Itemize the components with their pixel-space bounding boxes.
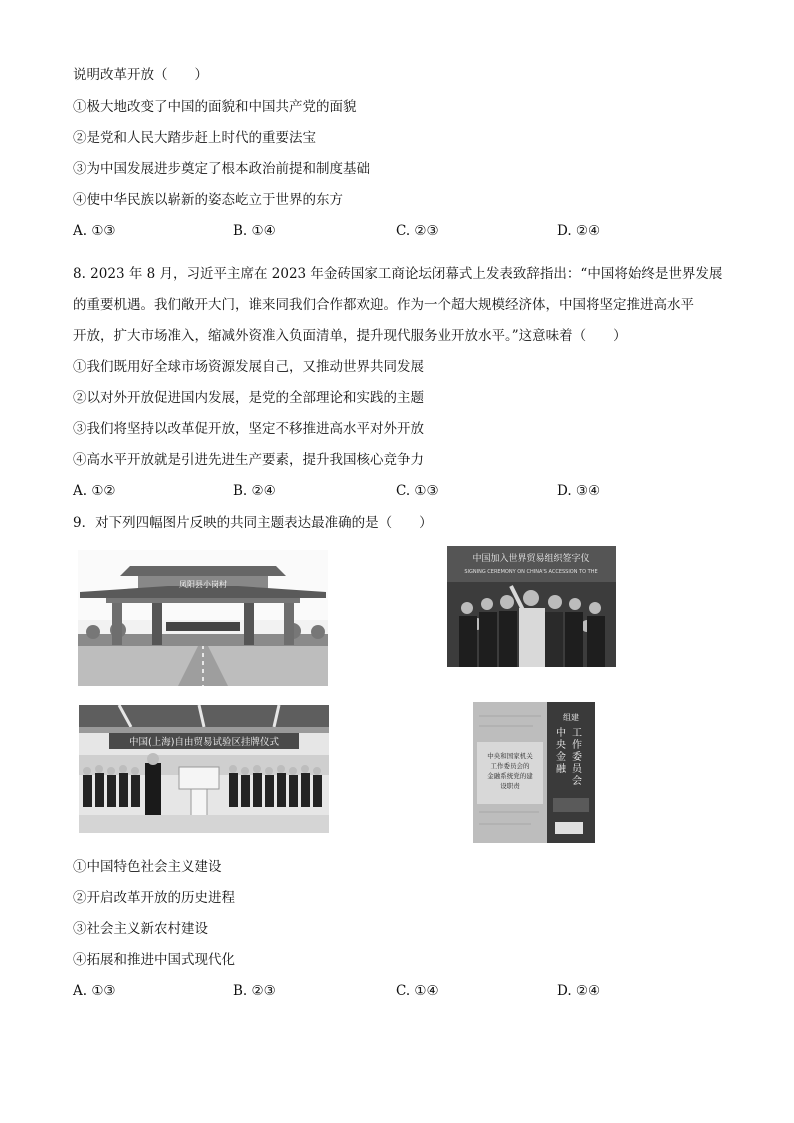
book-side-title-h: 金 <box>556 752 566 763</box>
q8-stem-line-1: 8. 2023 年 8 月，习近平主席在 2023 年金砖国家工商论坛闭幕式上发表致辞指出：“中国将始终是世界发展 <box>73 266 723 282</box>
q7-item-3: ③为中国发展进步奠定了根本政治前提和制度基础 <box>73 161 370 177</box>
q7-option-c: C. ②③ <box>396 223 439 239</box>
ftz-banner: 中国(上海)自由贸易试验区挂牌仪式 <box>129 737 279 748</box>
book-side-top: 组建 <box>563 713 579 722</box>
q9-option-d: D. ②④ <box>557 983 601 999</box>
wto-banner-title: 中国加入世界贸易组织签字仪 <box>472 554 590 564</box>
book-side-title-a: 工 <box>572 728 582 739</box>
q8-option-c: C. ①③ <box>396 483 439 499</box>
book-side-title-c: 委 <box>572 752 582 763</box>
ftz-ceremony-photo <box>79 705 329 833</box>
q8-option-b: B. ②④ <box>233 483 276 499</box>
village-gate-photo <box>78 550 328 686</box>
q8-stem-line-2: 的重要机遇。我们敞开大门，谁来同我们合作都欢迎。作为一个超大规模经济体，中国将坚定推进高水平 <box>73 297 694 313</box>
book-side-title-f: 中 <box>556 728 566 739</box>
q9-item-2: ②开启改革开放的历史进程 <box>73 890 235 906</box>
q8-option-d: D. ③④ <box>557 483 601 499</box>
q8-item-3: ③我们将坚持以改革促开放，坚定不移推进高水平对外开放 <box>73 421 424 437</box>
q9-item-4: ④拓展和推进中国式现代化 <box>73 952 235 968</box>
book-side-title-e: 会 <box>572 776 582 787</box>
q8-option-a: A. ①② <box>73 483 116 499</box>
q9-item-1: ①中国特色社会主义建设 <box>73 859 222 875</box>
q9-option-a: A. ①③ <box>73 983 116 999</box>
wto-signing-photo <box>447 546 616 667</box>
village-gate-sign: 凤阳县小岗村 <box>179 580 227 589</box>
book-side-title-i: 融 <box>556 764 566 775</box>
book-side-title-b: 作 <box>572 740 582 751</box>
book-cover-photo <box>473 702 595 843</box>
q7-item-1: ①极大地改变了中国的面貌和中国共产党的面貌 <box>73 99 357 115</box>
q7-item-4: ④使中华民族以崭新的姿态屹立于世界的东方 <box>73 192 343 208</box>
q7-option-b: B. ①④ <box>233 223 276 239</box>
q9-item-3: ③社会主义新农村建设 <box>73 921 208 937</box>
q9-option-b: B. ②③ <box>233 983 276 999</box>
q9-option-c: C. ①④ <box>396 983 439 999</box>
book-side-title-d: 员 <box>572 764 582 775</box>
q7-option-d: D. ②④ <box>557 223 601 239</box>
q7-stem-end: 说明改革开放（ ） <box>73 67 208 83</box>
q7-item-2: ②是党和人民大踏步赶上时代的重要法宝 <box>73 130 316 146</box>
q7-option-a: A. ①③ <box>73 223 116 239</box>
q8-item-1: ①我们既用好全球市场资源发展自己，又推动世界共同发展 <box>73 359 424 375</box>
book-main-text-1: 中央和国家机关 <box>487 752 533 760</box>
book-main-text-3: 金融系统党的建 <box>487 772 533 780</box>
book-main-text-2: 工作委员会的 <box>490 762 530 770</box>
book-side-title-g: 央 <box>556 740 566 751</box>
q8-stem-line-3: 开放，扩大市场准入，缩减外资准入负面清单，提升现代服务业开放水平。”这意味着（ ） <box>73 328 627 344</box>
book-main-text-4: 设职责 <box>500 782 520 790</box>
q8-item-2: ②以对外开放促进国内发展，是党的全部理论和实践的主题 <box>73 390 424 406</box>
q8-item-4: ④高水平开放就是引进先进生产要素，提升我国核心竞争力 <box>73 452 424 468</box>
q9-stem: 9．对下列四幅图片反映的共同主题表达最准确的是（ ） <box>73 515 433 531</box>
wto-banner-subtitle: SIGNING CEREMONY ON CHINA'S ACCESSION TO THE <box>464 569 598 575</box>
